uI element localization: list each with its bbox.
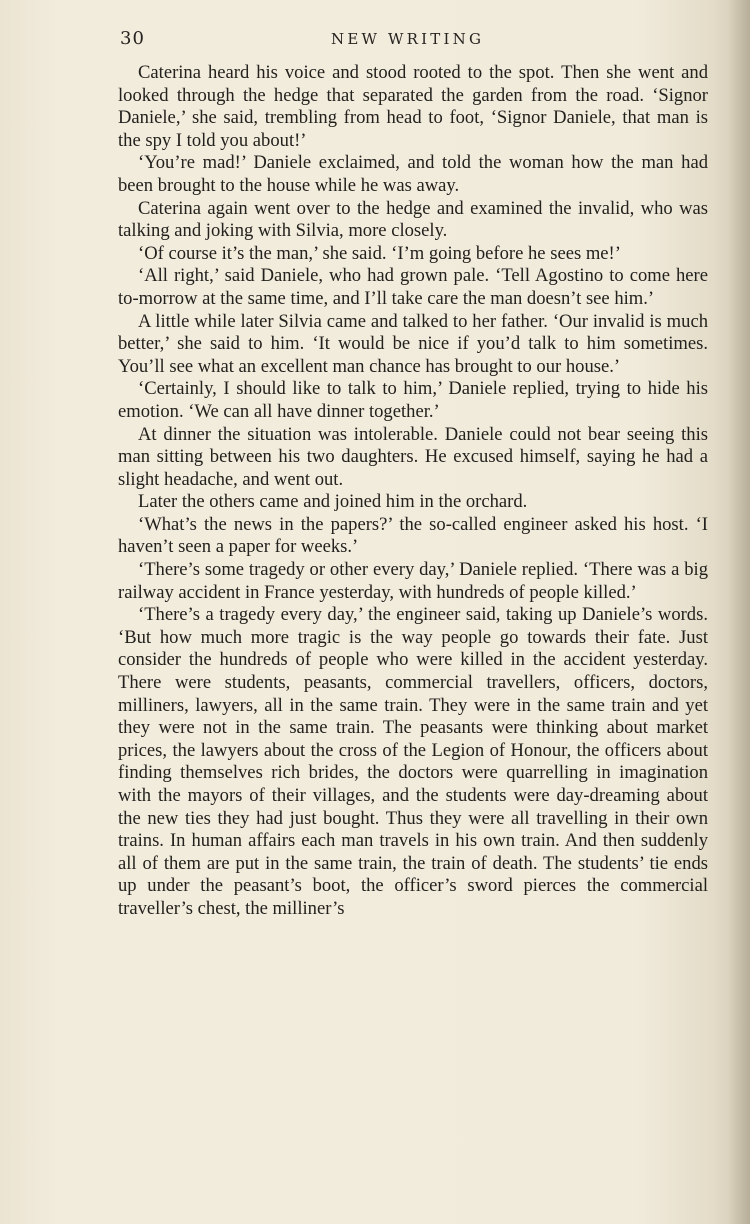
paragraph: At dinner the situation was intolerable. Daniele could not bear seeing this man sitting between his two daughters. He excused himself, saying he had a slight headache, and went out. <box>118 423 708 490</box>
paragraph: Caterina heard his voice and stood rooted to the spot. Then she went and looked through the hedge that separated the garden from the road. ‘Signor Daniele,’ she said, trembling from head to foot, ‘Signor Daniele, that man is the spy I told you about!’ <box>118 62 708 151</box>
paragraph: ‘All right,’ said Daniele, who had grown pale. ‘Tell Agostino to come here to-morrow at the same time, and I’ll take care the man doesn’t see him.’ <box>118 265 708 309</box>
page-edge-shadow <box>728 0 750 1224</box>
paragraph: Caterina again went over to the hedge and examined the invalid, who was talking and joking with Silvia, more closely. <box>118 197 708 242</box>
paragraph: ‘You’re mad!’ Daniele exclaimed, and told the woman how the man had been brought to the house while he was away. <box>118 152 708 196</box>
running-title: NEW WRITING <box>331 30 485 48</box>
paragraph: ‘There’s some tragedy or other every day,’ Daniele replied. ‘There was a big railway accident in France yesterday, with hundreds of people killed.’ <box>118 559 708 603</box>
paragraph: ‘Of course it’s the man,’ she said. ‘I’m going before he sees me!’ <box>138 242 621 264</box>
paragraph: A little while later Silvia came and talked to her father. ‘Our invalid is much better,’ she said to him. ‘It would be nice if you’d talk to him sometimes. You’ll see what an excellent man chance has brought to our house.’ <box>118 310 708 377</box>
body-text <box>118 62 708 921</box>
paragraph: ‘Certainly, I should like to talk to him,’ Daniele replied, trying to hide his emotion. ‘We can all have dinner together.’ <box>118 378 708 422</box>
running-head <box>0 28 750 52</box>
page-number: 30 <box>120 28 145 49</box>
paragraph: Later the others came and joined him in the orchard. <box>138 491 528 513</box>
paragraph: ‘There’s a tragedy every day,’ the engineer said, taking up Daniele’s words. ‘But how much more tragic is the way people go towards their fate. Just consider the hundreds of people who were killed in the accident yesterday. There were students, peasants, commercial travellers, officers, doctors, milliners, lawyers, all in the same train. They were in the same train and yet they were not in the same train. The peasants were thinking about market prices, the lawyers about the cross of the Legion of Honour, the officers about finding themselves rich brides, the doctors were quarrelling in imagination with the mayors of their villages, and the students were day-dreaming about the new ties they had just bought. Thus they were all travelling in their own trains. In human affairs each man travels in his own train. And then suddenly all of them are put in the same train, the train of death. The students’ tie ends up under the peasant’s boot, the officer’s sword pierces the commercial traveller’s chest, the milliner’s <box>118 604 708 919</box>
paragraph: ‘What’s the news in the papers?’ the so-called engineer asked his host. ‘I haven’t seen a paper for weeks.’ <box>118 513 708 558</box>
